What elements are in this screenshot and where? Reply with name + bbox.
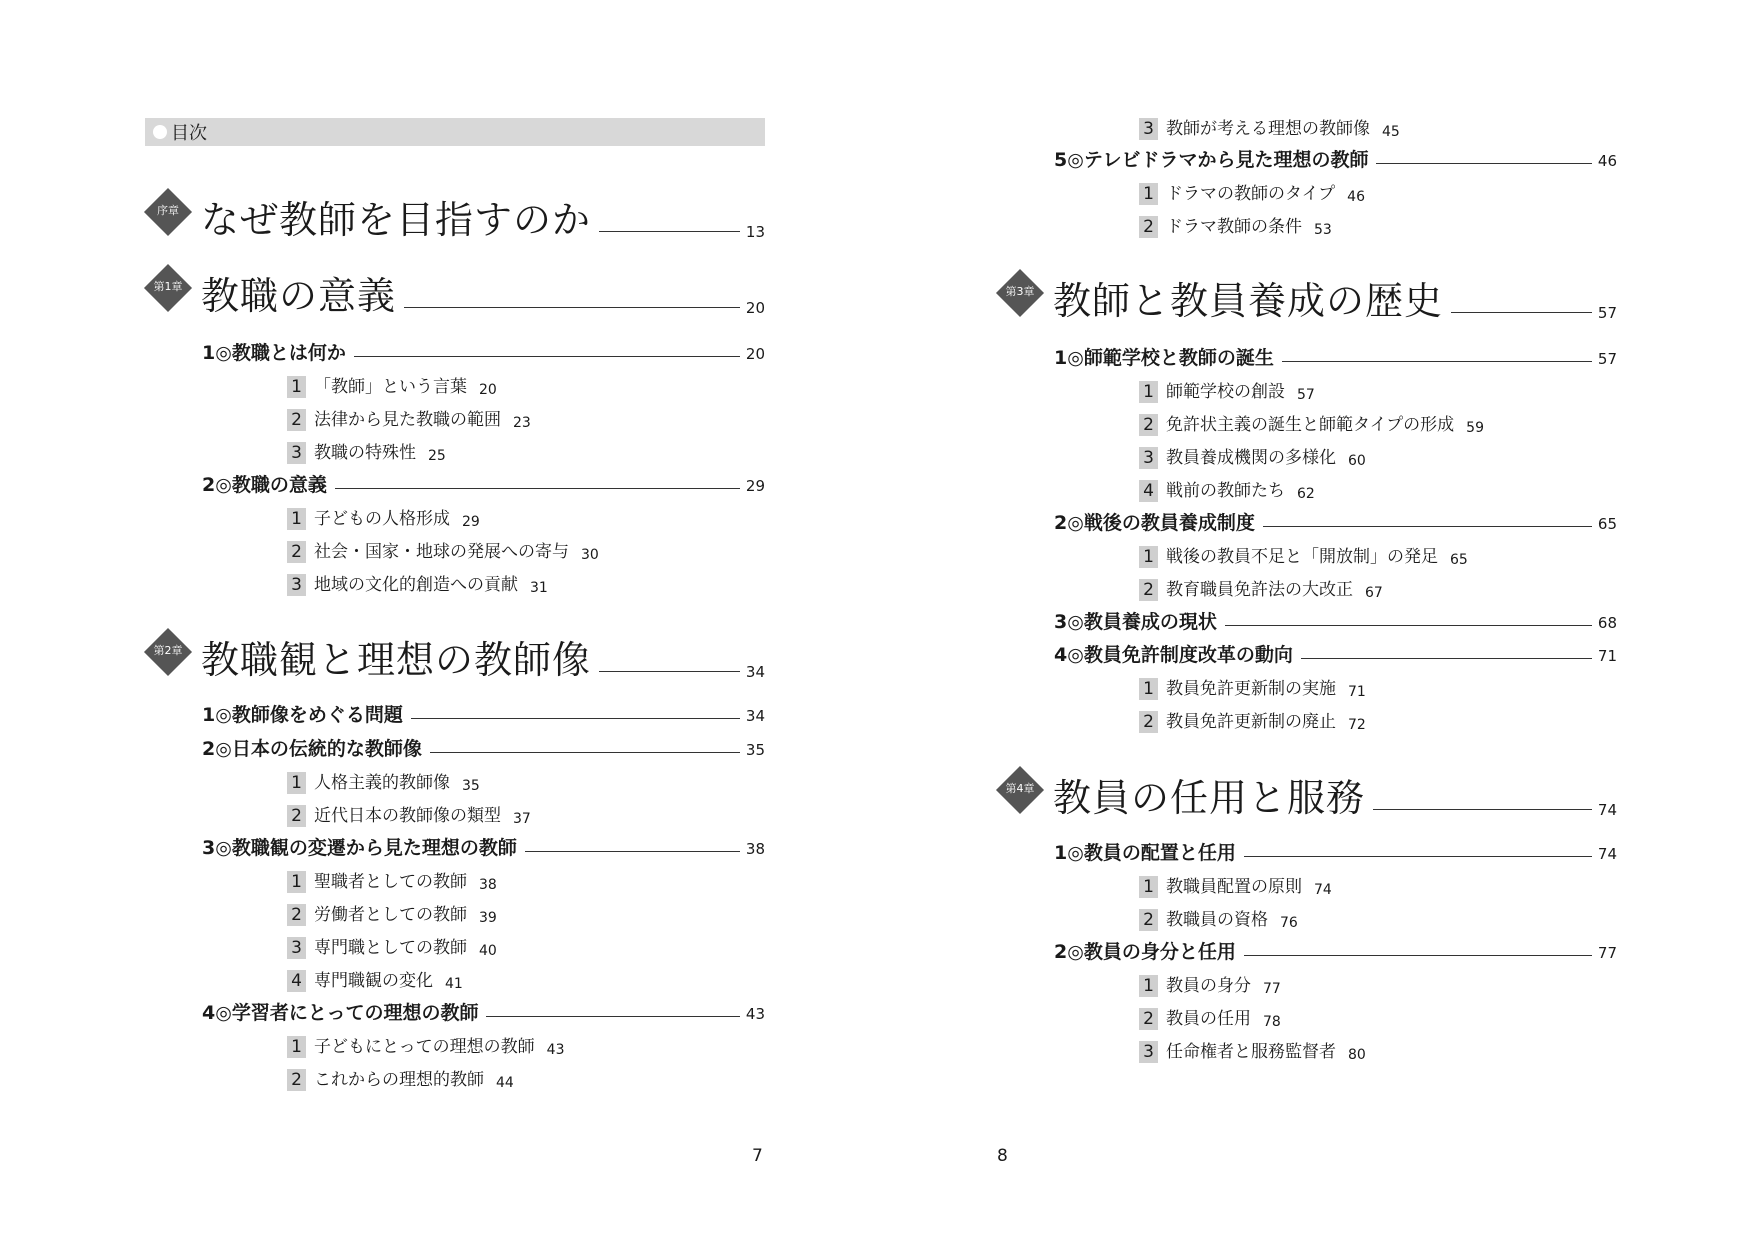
item-number-box: 3 bbox=[1139, 118, 1158, 140]
item-number-box: 1 bbox=[287, 871, 306, 893]
item-text: 教員養成機関の多様化 bbox=[1166, 448, 1336, 468]
chapter-heading-1[interactable] bbox=[145, 268, 765, 318]
page-number: 20 bbox=[745, 345, 765, 363]
item-page: 29 bbox=[462, 514, 480, 530]
subsection-item[interactable] bbox=[1139, 118, 1400, 140]
subsection-item[interactable] bbox=[287, 805, 531, 827]
section-title: 日本の伝統的な教師像 bbox=[231, 738, 422, 760]
section-1-2[interactable]: 2 ◎ 教職の意義 29 bbox=[202, 474, 765, 496]
item-text: 人格主義的教師像 bbox=[314, 773, 450, 793]
page-number: 43 bbox=[745, 1005, 765, 1023]
subsection-item[interactable] bbox=[1139, 579, 1383, 601]
item-page: 38 bbox=[479, 877, 497, 893]
item-page: 45 bbox=[1382, 124, 1400, 140]
item-page: 40 bbox=[479, 943, 497, 959]
item-page: 39 bbox=[479, 910, 497, 926]
page-number: 71 bbox=[1597, 647, 1617, 665]
section-2-1[interactable]: 1 ◎ 教師像をめぐる問題 34 bbox=[202, 704, 765, 726]
item-page: 41 bbox=[445, 976, 463, 992]
subsection-item[interactable] bbox=[1139, 480, 1315, 502]
subsection-item[interactable] bbox=[1139, 447, 1366, 469]
leader-line bbox=[1225, 625, 1592, 626]
section-2-5[interactable]: 5 ◎ テレビドラマから見た理想の教師 46 bbox=[1054, 149, 1617, 171]
item-page: 37 bbox=[513, 811, 531, 827]
item-number-box: 2 bbox=[287, 541, 306, 563]
item-number-box: 4 bbox=[287, 970, 306, 992]
subsection-item[interactable] bbox=[1139, 876, 1332, 898]
page-number: 20 bbox=[745, 299, 765, 317]
section-title: 師範学校と教師の誕生 bbox=[1083, 347, 1274, 369]
item-text: これからの理想的教師 bbox=[314, 1070, 484, 1090]
subsection-item[interactable] bbox=[287, 1069, 514, 1091]
item-page: 25 bbox=[428, 448, 446, 464]
subsection-item[interactable] bbox=[1139, 1041, 1366, 1063]
leader-line bbox=[1301, 658, 1592, 659]
page-number: 74 bbox=[1597, 801, 1617, 819]
chapter-diamond-icon: 第3章 bbox=[997, 273, 1053, 323]
item-page: 44 bbox=[496, 1075, 514, 1091]
page-number: 68 bbox=[1597, 614, 1617, 632]
chapter-title: 教職観と理想の教師像 bbox=[201, 638, 592, 682]
item-text: 専門職としての教師 bbox=[314, 938, 467, 958]
section-2-3[interactable]: 3 ◎ 教職観の変遷から見た理想の教師 38 bbox=[202, 837, 765, 859]
item-text: 子どもにとっての理想の教師 bbox=[314, 1037, 535, 1057]
subsection-item[interactable] bbox=[287, 541, 599, 563]
item-page: 57 bbox=[1297, 387, 1315, 403]
subsection-item[interactable] bbox=[1139, 909, 1298, 931]
item-text: 子どもの人格形成 bbox=[314, 509, 450, 529]
leader-line bbox=[525, 851, 740, 852]
circle-bullet-icon bbox=[153, 125, 167, 139]
item-text: 教員の任用 bbox=[1166, 1009, 1251, 1029]
subsection-item[interactable] bbox=[287, 508, 480, 530]
subsection-item[interactable] bbox=[287, 409, 531, 431]
item-text: 戦前の教師たち bbox=[1166, 481, 1285, 501]
page-number: 57 bbox=[1597, 350, 1617, 368]
chapter-diamond-icon: 序章 bbox=[145, 192, 201, 242]
leader-line bbox=[1451, 312, 1592, 313]
item-text: 師範学校の創設 bbox=[1166, 382, 1285, 402]
item-text: 教師が考える理想の教師像 bbox=[1166, 119, 1370, 139]
item-text: ドラマ教師の条件 bbox=[1166, 217, 1302, 237]
item-page: 31 bbox=[530, 580, 548, 596]
page-folio: 8 bbox=[997, 1146, 1008, 1166]
section-3-2[interactable]: 2 ◎ 戦後の教員養成制度 65 bbox=[1054, 512, 1617, 534]
section-title: 戦後の教員養成制度 bbox=[1083, 512, 1255, 534]
item-number-box: 1 bbox=[1139, 381, 1158, 403]
section-title: 教員の配置と任用 bbox=[1083, 842, 1236, 864]
subsection-item[interactable] bbox=[287, 376, 497, 398]
item-page: 62 bbox=[1297, 486, 1315, 502]
item-page: 20 bbox=[479, 382, 497, 398]
section-title: 教師像をめぐる問題 bbox=[231, 704, 403, 726]
leader-line bbox=[404, 307, 740, 308]
subsection-item[interactable] bbox=[1139, 381, 1315, 403]
section-title: 教職観の変遷から見た理想の教師 bbox=[231, 837, 517, 859]
item-page: 78 bbox=[1263, 1014, 1281, 1030]
item-number-box: 2 bbox=[1139, 579, 1158, 601]
item-number-box: 3 bbox=[1139, 1041, 1158, 1063]
section-title: 教職の意義 bbox=[231, 474, 327, 496]
page-folio: 7 bbox=[752, 1146, 763, 1166]
subsection-item[interactable] bbox=[1139, 711, 1366, 733]
item-text: 聖職者としての教師 bbox=[314, 872, 467, 892]
item-text: 戦後の教員不足と「開放制」の発足 bbox=[1166, 547, 1438, 567]
item-text: ドラマの教師のタイプ bbox=[1166, 184, 1336, 204]
section-2-4[interactable]: 4 ◎ 学習者にとっての理想の教師 43 bbox=[202, 1002, 765, 1024]
item-page: 80 bbox=[1348, 1047, 1366, 1063]
subsection-item[interactable] bbox=[1139, 216, 1332, 238]
subsection-item[interactable] bbox=[1139, 546, 1468, 568]
item-page: 72 bbox=[1348, 717, 1366, 733]
right-page bbox=[877, 0, 1754, 1240]
item-number-box: 1 bbox=[287, 1036, 306, 1058]
page-number: 65 bbox=[1597, 515, 1617, 533]
item-number-box: 2 bbox=[1139, 1008, 1158, 1030]
section-title: 教職とは何か bbox=[231, 342, 346, 364]
chapter-title: 教職の意義 bbox=[201, 274, 397, 318]
item-page: 23 bbox=[513, 415, 531, 431]
leader-line bbox=[599, 231, 740, 232]
item-number-box: 2 bbox=[1139, 414, 1158, 436]
section-2-2[interactable]: 2 ◎ 日本の伝統的な教師像 35 bbox=[202, 738, 765, 760]
item-text: 教職員の資格 bbox=[1166, 910, 1268, 930]
item-text: 教職員配置の原則 bbox=[1166, 877, 1302, 897]
section-title: 教員養成の現状 bbox=[1083, 611, 1217, 633]
leader-line bbox=[599, 671, 740, 672]
item-text: 任命権者と服務監督者 bbox=[1166, 1042, 1336, 1062]
leader-line bbox=[335, 488, 740, 489]
subsection-item[interactable] bbox=[287, 937, 497, 959]
page-number: 57 bbox=[1597, 304, 1617, 322]
leader-line bbox=[486, 1016, 739, 1017]
item-number-box: 1 bbox=[1139, 876, 1158, 898]
leader-line bbox=[1373, 809, 1592, 810]
section-title: テレビドラマから見た理想の教師 bbox=[1083, 149, 1369, 171]
item-page: 67 bbox=[1365, 585, 1383, 601]
item-number-box: 1 bbox=[1139, 678, 1158, 700]
chapter-heading-prologue[interactable] bbox=[145, 192, 765, 242]
leader-line bbox=[1244, 856, 1592, 857]
item-number-box: 3 bbox=[287, 442, 306, 464]
chapter-diamond-icon: 第1章 bbox=[145, 268, 201, 318]
item-number-box: 3 bbox=[287, 937, 306, 959]
page-number: 29 bbox=[745, 477, 765, 495]
chapter-title: 教員の任用と服務 bbox=[1053, 776, 1366, 820]
section-title: 学習者にとっての理想の教師 bbox=[231, 1002, 479, 1024]
item-number-box: 2 bbox=[287, 1069, 306, 1091]
toc-header-label: 目次 bbox=[171, 123, 207, 144]
page-number: 38 bbox=[745, 840, 765, 858]
page-number: 35 bbox=[745, 741, 765, 759]
item-text: 「教師」という言葉 bbox=[314, 377, 467, 397]
item-text: 地域の文化的創造への貢献 bbox=[314, 575, 518, 595]
item-text: 近代日本の教師像の類型 bbox=[314, 806, 501, 826]
leader-line bbox=[1282, 361, 1592, 362]
item-page: 46 bbox=[1347, 189, 1365, 205]
chapter-heading-2[interactable] bbox=[145, 632, 765, 682]
item-page: 60 bbox=[1348, 453, 1366, 469]
item-number-box: 3 bbox=[1139, 447, 1158, 469]
page-number: 74 bbox=[1597, 845, 1617, 863]
subsection-item[interactable] bbox=[1139, 678, 1366, 700]
section-3-3[interactable]: 3 ◎ 教員養成の現状 68 bbox=[1054, 611, 1617, 633]
item-page: 74 bbox=[1314, 882, 1332, 898]
item-number-box: 2 bbox=[287, 409, 306, 431]
item-number-box: 2 bbox=[1139, 216, 1158, 238]
subsection-item[interactable] bbox=[287, 574, 548, 596]
subsection-item[interactable] bbox=[287, 970, 463, 992]
item-number-box: 2 bbox=[287, 805, 306, 827]
page-number: 34 bbox=[745, 707, 765, 725]
chapter-title: なぜ教師を目指すのか bbox=[201, 198, 592, 242]
section-1-1[interactable]: 1 ◎ 教職とは何か 20 bbox=[202, 342, 765, 364]
item-text: 教育職員免許法の大改正 bbox=[1166, 580, 1353, 600]
item-number-box: 1 bbox=[1139, 975, 1158, 997]
subsection-item[interactable] bbox=[1139, 183, 1365, 205]
item-page: 71 bbox=[1348, 684, 1366, 700]
item-text: 社会・国家・地球の発展への寄与 bbox=[314, 542, 569, 562]
leader-line bbox=[430, 752, 740, 753]
item-page: 30 bbox=[581, 547, 599, 563]
leader-line bbox=[411, 718, 740, 719]
left-page bbox=[0, 0, 877, 1240]
item-text: 教員免許更新制の実施 bbox=[1166, 679, 1336, 699]
toc-header bbox=[145, 118, 765, 146]
section-4-2[interactable]: 2 ◎ 教員の身分と任用 77 bbox=[1054, 941, 1617, 963]
item-number-box: 1 bbox=[1139, 183, 1158, 205]
section-title: 教員免許制度改革の動向 bbox=[1083, 644, 1293, 666]
item-number-box: 1 bbox=[287, 376, 306, 398]
section-4-1[interactable]: 1 ◎ 教員の配置と任用 74 bbox=[1054, 842, 1617, 864]
item-page: 77 bbox=[1263, 981, 1281, 997]
item-text: 教職の特殊性 bbox=[314, 443, 416, 463]
subsection-item[interactable] bbox=[287, 1036, 565, 1058]
item-text: 免許状主義の誕生と師範タイプの形成 bbox=[1166, 415, 1455, 435]
item-number-box: 1 bbox=[1139, 546, 1158, 568]
section-title: 教員の身分と任用 bbox=[1083, 941, 1236, 963]
item-page: 65 bbox=[1450, 552, 1468, 568]
item-page: 35 bbox=[462, 778, 480, 794]
leader-line bbox=[1244, 955, 1592, 956]
item-number-box: 3 bbox=[287, 574, 306, 596]
item-number-box: 4 bbox=[1139, 480, 1158, 502]
item-page: 53 bbox=[1314, 222, 1332, 238]
item-text: 労働者としての教師 bbox=[314, 905, 467, 925]
section-3-4[interactable]: 4 ◎ 教員免許制度改革の動向 71 bbox=[1054, 644, 1617, 666]
item-number-box: 2 bbox=[287, 904, 306, 926]
subsection-item[interactable] bbox=[287, 871, 497, 893]
item-number-box: 2 bbox=[1139, 909, 1158, 931]
page-number: 77 bbox=[1597, 944, 1617, 962]
subsection-item[interactable] bbox=[1139, 975, 1281, 997]
chapter-heading-3[interactable] bbox=[997, 273, 1617, 323]
leader-line bbox=[354, 356, 740, 357]
item-number-box: 1 bbox=[287, 772, 306, 794]
item-number-box: 2 bbox=[1139, 711, 1158, 733]
section-3-1[interactable]: 1 ◎ 師範学校と教師の誕生 57 bbox=[1054, 347, 1617, 369]
item-text: 教員免許更新制の廃止 bbox=[1166, 712, 1336, 732]
page-number: 13 bbox=[745, 223, 765, 241]
item-page: 76 bbox=[1280, 915, 1298, 931]
subsection-item[interactable] bbox=[287, 772, 480, 794]
item-number-box: 1 bbox=[287, 508, 306, 530]
leader-line bbox=[1263, 526, 1592, 527]
item-text: 法律から見た教職の範囲 bbox=[314, 410, 501, 430]
subsection-item[interactable] bbox=[287, 904, 497, 926]
item-text: 専門職観の変化 bbox=[314, 971, 433, 991]
chapter-heading-4[interactable] bbox=[997, 770, 1617, 820]
subsection-item[interactable] bbox=[1139, 414, 1484, 436]
chapter-diamond-icon: 第4章 bbox=[997, 770, 1053, 820]
page-number: 34 bbox=[745, 663, 765, 681]
item-page: 43 bbox=[546, 1042, 565, 1058]
subsection-item[interactable] bbox=[287, 442, 446, 464]
item-text: 教員の身分 bbox=[1166, 976, 1251, 996]
item-page: 59 bbox=[1466, 420, 1484, 436]
page-number: 46 bbox=[1597, 152, 1617, 170]
chapter-title: 教師と教員養成の歴史 bbox=[1053, 279, 1444, 323]
chapter-diamond-icon: 第2章 bbox=[145, 632, 201, 682]
leader-line bbox=[1376, 163, 1591, 164]
subsection-item[interactable] bbox=[1139, 1008, 1281, 1030]
